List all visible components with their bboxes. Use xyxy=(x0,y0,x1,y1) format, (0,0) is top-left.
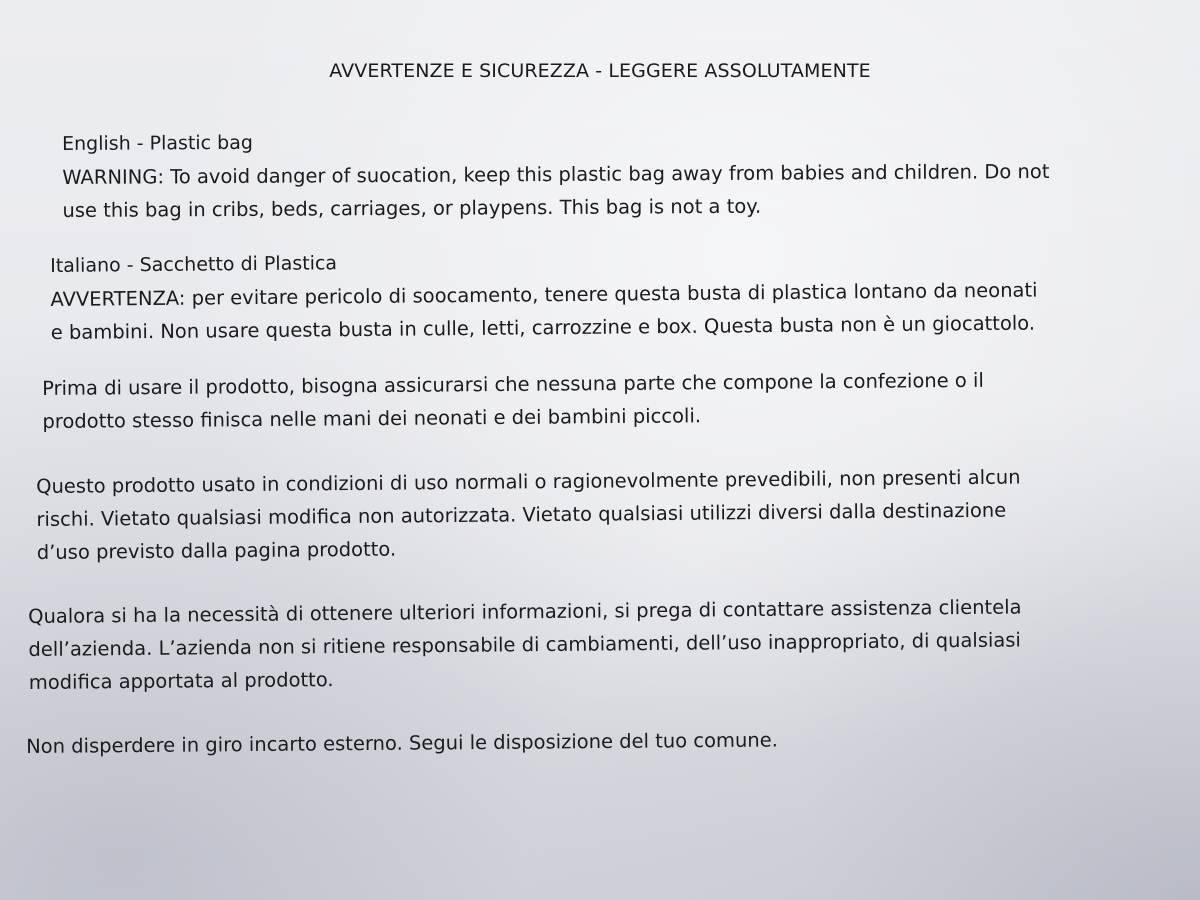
italian-warning-line-1: AVVERTENZA: per evitare pericolo di soocamento, tenere questa busta di plastica lontano da neonati xyxy=(50,278,1038,311)
paragraph-line: d’uso previsto dalla pagina prodotto. xyxy=(36,537,397,564)
english-heading: English - Plastic bag xyxy=(62,131,253,155)
paragraph-line: Questo prodotto usato in condizioni di uso normali o ragionevolmente prevedibili, non presenti alcun xyxy=(36,465,1021,498)
paragraph-line: modifica apportata al prodotto. xyxy=(28,668,334,694)
english-section xyxy=(62,122,1050,227)
paragraph-line: Non disperdere in giro incarto esterno. Segui le disposizione del tuo comune. xyxy=(26,728,779,758)
paragraph-normal-use xyxy=(36,461,1021,569)
paragraph-customer-assistance xyxy=(28,590,1022,699)
paragraph-disposal xyxy=(26,723,778,763)
document-title: AVVERTENZE E SICUREZZA - LEGGERE ASSOLUTAMENTE xyxy=(329,60,871,82)
paragraph-line: dell’azienda. L’azienda non si ritiene responsabile di cambiamenti, dell’uso inappropriato, di qualsiasi xyxy=(28,628,1021,661)
paragraph-line: rischi. Vietato qualsiasi modifica non autorizzata. Vietato qualsiasi utilizzi diversi dalla destinazione xyxy=(36,498,1007,531)
english-warning-line-1: WARNING: To avoid danger of suocation, keep this plastic bag away from babies and children. Do not xyxy=(62,159,1050,189)
italian-section xyxy=(50,241,1038,349)
paragraph-product-check xyxy=(42,364,984,438)
paragraph-line: prodotto stesso finisca nelle mani dei neonati e dei bambini piccoli. xyxy=(42,404,702,433)
paragraph-line: Qualora si ha la necessità di ottenere ulteriori informazioni, si prega di contattare assistenza clientela xyxy=(28,595,1022,628)
english-warning-line-2: use this bag in cribs, beds, carriages, or playpens. This bag is not a toy. xyxy=(62,194,762,222)
paragraph-line: Prima di usare il prodotto, bisogna assicurarsi che nessuna parte che compone la confezione o il xyxy=(42,368,984,400)
italian-warning-line-2: e bambini. Non usare questa busta in culle, letti, carrozzine e box. Questa busta non è un giocattolo. xyxy=(50,311,1036,344)
italian-heading: Italiano - Sacchetto di Plastica xyxy=(50,252,338,277)
